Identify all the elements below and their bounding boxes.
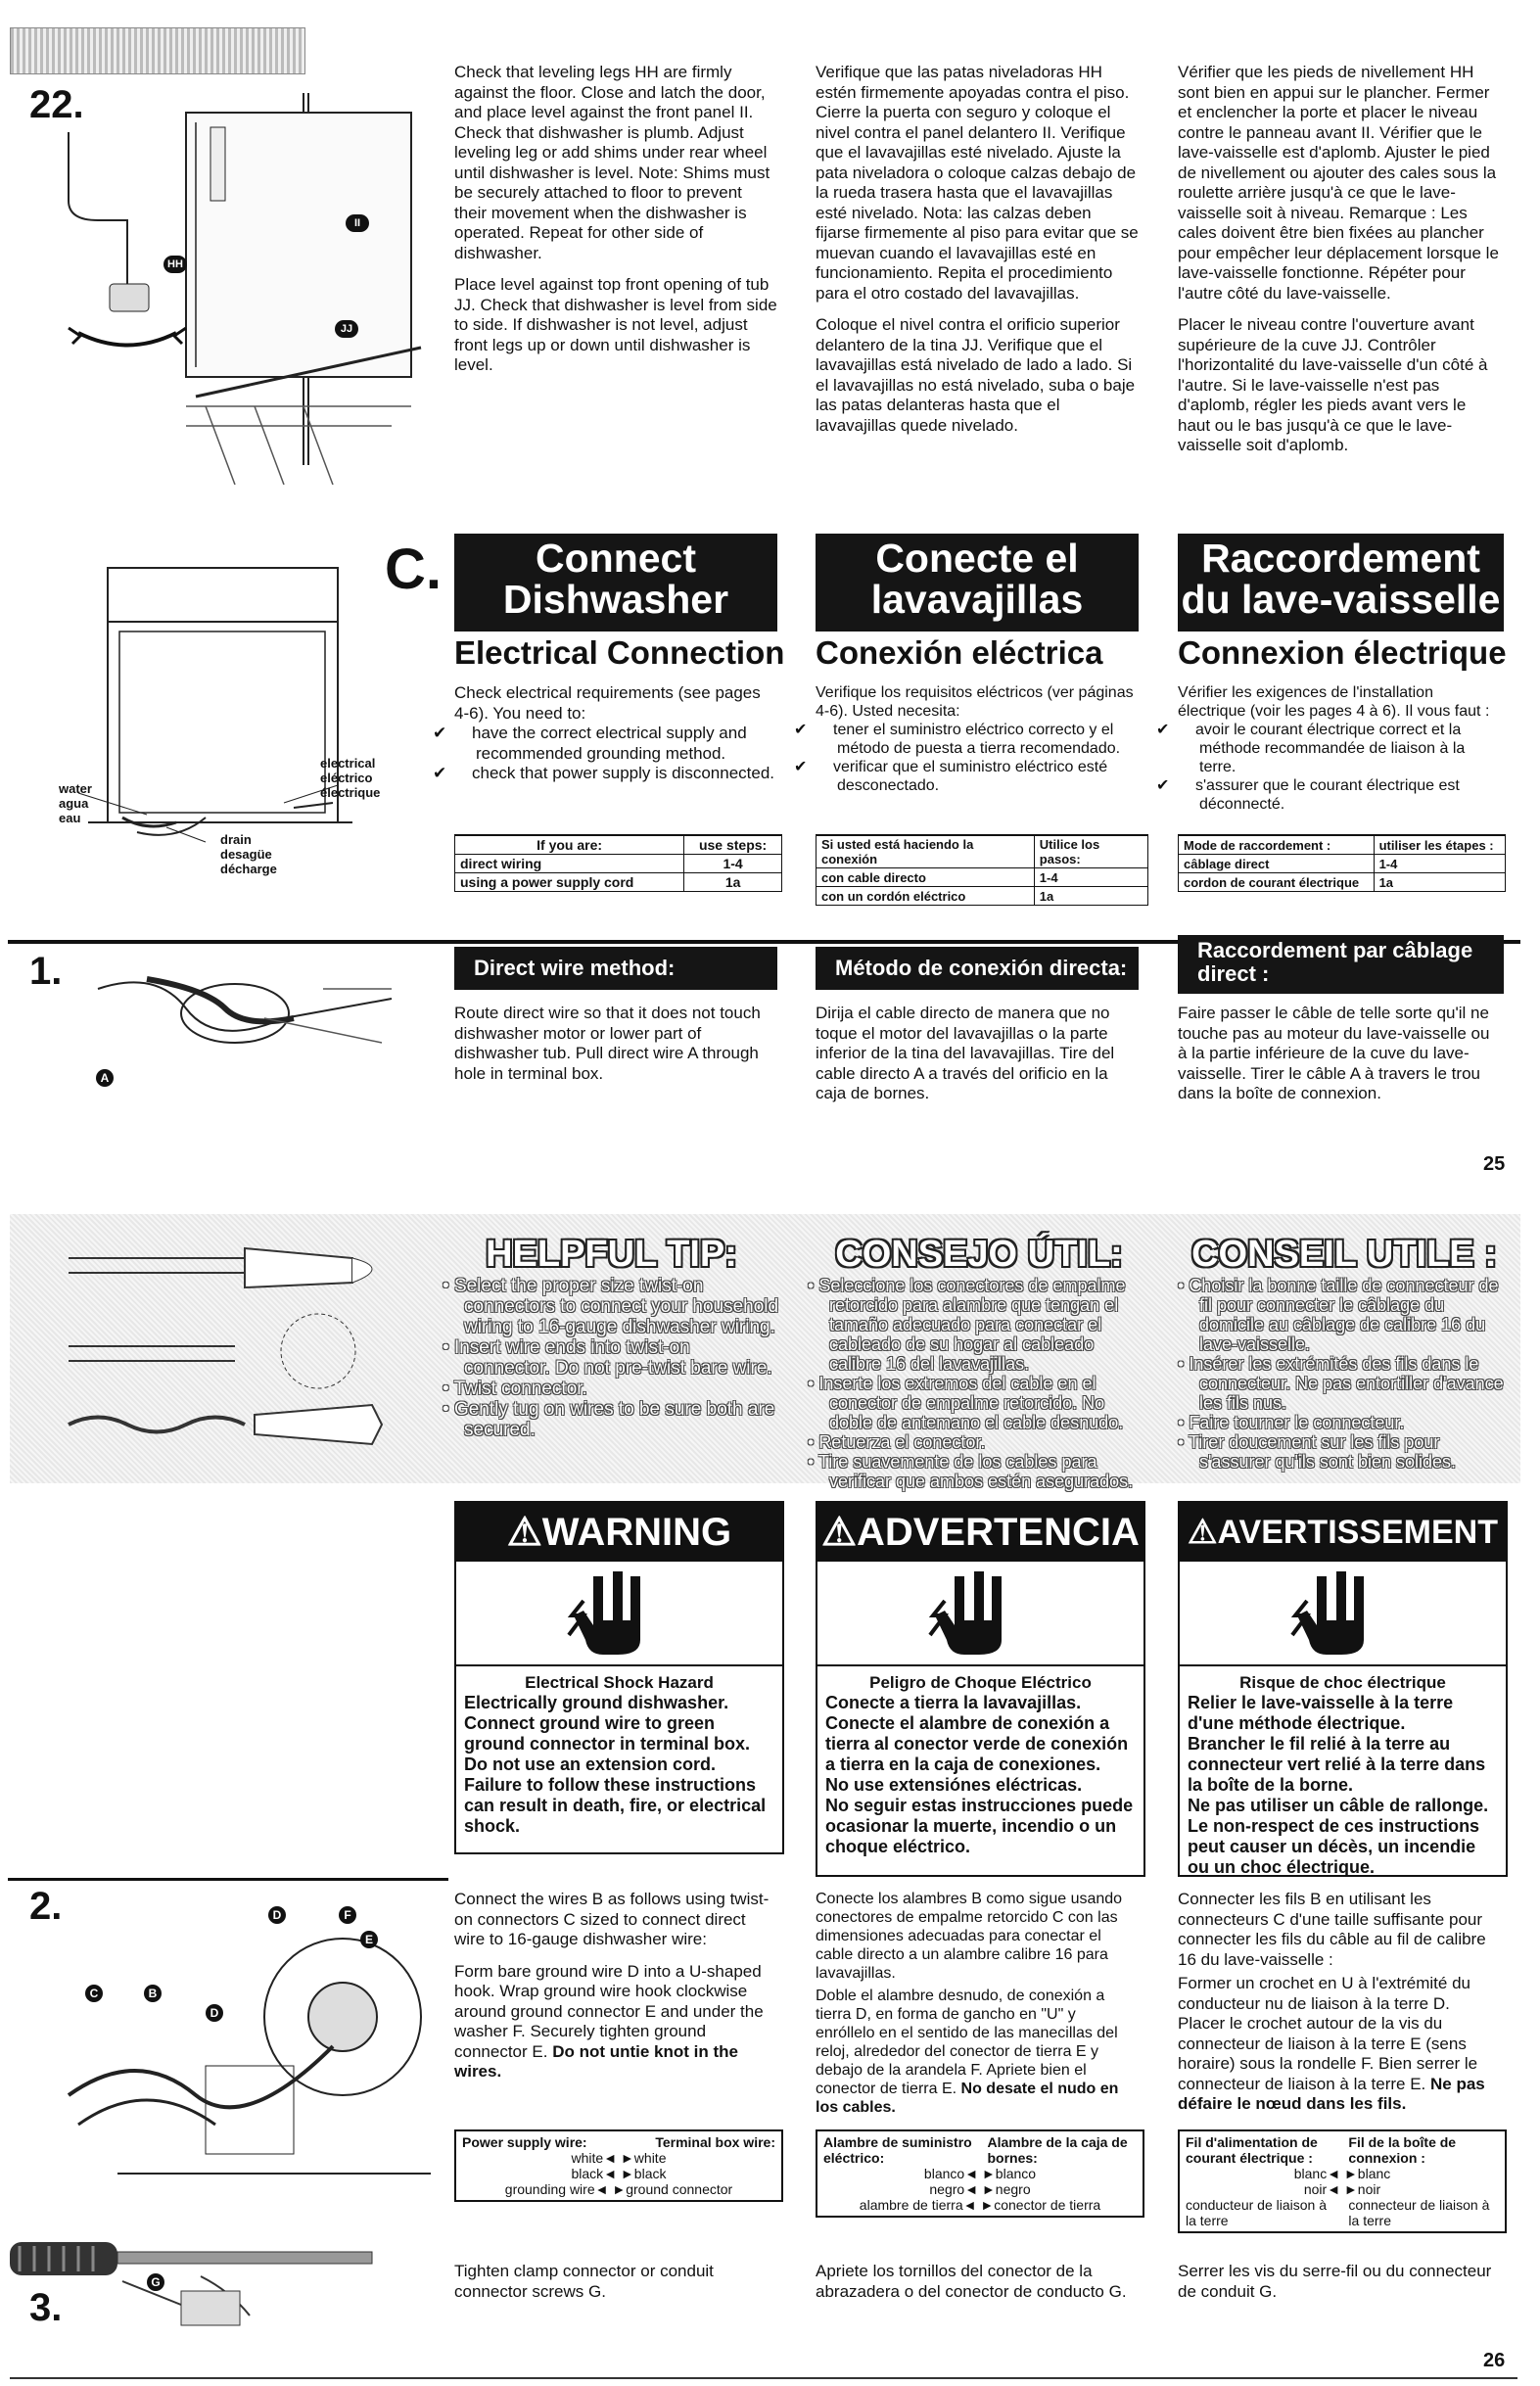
wire-cell: black	[571, 2166, 604, 2181]
check-icon: ✔	[433, 724, 447, 742]
warning-line: Electrically ground dishwasher.	[464, 1693, 729, 1712]
step2-es-bold: No desate el nudo en los cables.	[816, 2081, 1119, 2116]
tip-es	[808, 1234, 1150, 1491]
wire-cell: white	[571, 2150, 604, 2166]
warning-line: Conecte el alambre de conexión a tierra al conector verde de conexión a tierra en la caja de conexiones.	[825, 1713, 1129, 1774]
electric-shock-hand-icon	[817, 1562, 1143, 1660]
wire-cell: black	[633, 2166, 667, 2181]
requirement-text: s'assurer que le courant électrique est déconnecté.	[1195, 777, 1460, 813]
wire-cell: conducteur de liaison à la terre	[1186, 2197, 1327, 2228]
step-3-number: 3.	[29, 2286, 63, 2329]
step3-fr-text: Serrer les vis du serre-fil ou du connecteur de conduit G.	[1178, 2262, 1492, 2301]
step22-en-column	[454, 63, 777, 388]
warning-line: Do not use an extension cord.	[464, 1754, 717, 1774]
warning-line: Le non-respect de ces instructions peut causer un décès, un incendie ou un choc électrique.	[1188, 1816, 1480, 1877]
tip-item: • Seleccione los conectores de empalme retorcido para alambre que tengan el tamaño adecuado para conectar el cableado de su hogar al cableado calibre 16 del lavavajillas.	[808, 1276, 1126, 1374]
requirements-en-intro: Check electrical requirements (see pages 4-6). You need to:	[454, 683, 761, 723]
wire-row: noir◄ ►noir	[1303, 2181, 1381, 2197]
wire-table-header	[1186, 2134, 1499, 2166]
tip-item: • Retuerza el conector.	[808, 1432, 986, 1452]
leveling-illustration	[39, 54, 431, 485]
direct-wire-illustration	[88, 950, 411, 1097]
wire-cell: negro	[995, 2181, 1031, 2197]
wire-row: alambre de tierra◄ ►conector de tierra	[859, 2197, 1101, 2213]
twist-connector-illustration	[59, 1229, 431, 1474]
electrical-connection-es: Conexión eléctrica	[816, 634, 1103, 671]
electric-shock-hand-icon	[456, 1562, 782, 1660]
wire-cell: noir	[1303, 2181, 1328, 2197]
table-header: If you are:	[455, 835, 684, 855]
tip-item: • Faire tourner le connecteur.	[1178, 1413, 1405, 1432]
wire-row: white◄ ►white	[571, 2150, 667, 2166]
step22-es-para2: Coloque el nivel contra el orificio superior delantero de la tina JJ. Verifique que el lavavajillas está nivelado de lado a lado. Si el lavavajillas no está nivelado, suba o baje las patas delanteras hasta que el lavavajillas quede nivelado.	[816, 315, 1136, 435]
check-icon: ✔	[433, 764, 447, 782]
callout-b: B	[144, 1985, 162, 2002]
wire-cell: white	[633, 2150, 667, 2166]
warning-box-en	[454, 1501, 784, 1854]
step2-en-para1: Connect the wires B as follows using twist-on connectors C sized to connect direct wire to 16-gauge dishwasher wire:	[454, 1890, 770, 1948]
wire-row: black◄ ►black	[571, 2166, 667, 2181]
callout-jj: JJ	[335, 320, 358, 338]
table-cell: 1a	[1034, 887, 1147, 906]
check-icon: ✔	[794, 722, 808, 738]
wire-table-header	[462, 2134, 775, 2150]
step3-es-text: Apriete los tornillos del conector de la abrazadera o del conector de conducto G.	[816, 2262, 1127, 2301]
tip-es-heading: CONSEJO ÚTIL:	[835, 1234, 1123, 1275]
tip-text: Tirer doucement sur les fils pour s'assurer qu'ils sont bien solides.	[1188, 1432, 1457, 1472]
tip-text: Choisir la bonne taille de connecteur de fil pour connecter le câblage du domicile au câblage de calibre 16 du lave-vaisselle.	[1189, 1276, 1499, 1354]
tip-item: • Tirer doucement sur les fils pour s'assurer qu'ils sont bien solides.	[1178, 1432, 1457, 1472]
direct-wire-bar-fr: Raccordement par câblage direct :	[1178, 935, 1504, 994]
screwdriver-illustration	[5, 2222, 455, 2340]
label-decharge: décharge	[220, 862, 277, 876]
step-2-number: 2.	[29, 1885, 63, 1928]
table-header: utiliser les étapes :	[1374, 835, 1505, 855]
requirement-item	[1156, 776, 1501, 814]
diagram-label-drain	[220, 832, 277, 876]
warning-triangle-icon: ⚠	[821, 1511, 857, 1554]
wire-table-fr	[1178, 2129, 1507, 2233]
warning-line: No seguir estas instrucciones puede ocasionar la muerte, incendio o un choque eléctrico.	[825, 1796, 1134, 1856]
wire-row	[1186, 2197, 1499, 2228]
wire-row: negro◄ ►negro	[929, 2181, 1031, 2197]
label-eau: eau	[59, 811, 81, 825]
wire-cell: blanc	[1357, 2166, 1391, 2181]
wire-col-header: Alambre de la caja de bornes:	[987, 2134, 1128, 2166]
wire-row: grounding wire◄ ►ground connector	[504, 2181, 733, 2197]
tip-text: Insérer les extrémités des fils dans le connecteur. Ne pas entortiller d'avance les fils nus.	[1189, 1354, 1504, 1413]
section-c-es-header: Conecte el lavavajillas	[816, 534, 1139, 632]
step22-en-para1: Check that leveling legs HH are firmly against the floor. Close and latch the door, and place level against the front panel II. Check that dishwasher is plumb. Adjust leveling leg or add shims under rear wheel until dishwasher is level. Note: Shims must be securely attached to floor to prevent their movement when the dishwasher is operated. Repeat for other side of dishwasher.	[454, 63, 770, 262]
warning-line: Failure to follow these instructions can result in death, fire, or electrical shock.	[464, 1775, 767, 1836]
tip-text: Retuerza el conector.	[818, 1432, 986, 1452]
warning-hazard-title: Risque de choc électrique	[1239, 1673, 1446, 1692]
tip-item: • Gently tug on wires to be sure both are secured.	[443, 1399, 775, 1440]
table-cell: con un cordón eléctrico	[817, 887, 1035, 906]
tip-item: • Insert wire ends into twist-on connector. Do not pre-twist bare wire.	[443, 1337, 772, 1379]
step2-divider	[8, 1878, 448, 1881]
step22-fr-para1: Vérifier que les pieds de nivellement HH sont bien en appui sur le plancher. Fermer et enclencher la porte et placer le niveau contre le panneau avant II. Vérifier que le lave-vaisselle est d'aplomb. Ajuster le pied de nivellement ou ajouter des cales sous la roulette arrière jusqu'à ce que le lave-vaisselle soit à niveau. Remarque : Les cales doivent être bien fixées au plancher pour empêcher leur déplacement lorsque le lave-vaisselle fonctionne. Répéter pour l'autre côté du lave-vaisselle.	[1178, 63, 1499, 303]
tip-item: • Choisir la bonne taille de connecteur de fil pour connecter le câblage du domicile au câblage de calibre 16 du lave-vaisselle.	[1178, 1276, 1499, 1354]
table-header: Si usted está haciendo la conexión	[817, 835, 1035, 868]
warning-triangle-icon: ⚠	[506, 1511, 542, 1554]
tip-en	[443, 1234, 780, 1440]
tip-en-heading: HELPFUL TIP:	[486, 1234, 737, 1275]
requirement-text: have the correct electrical supply and recommended grounding method.	[472, 724, 747, 763]
table-header: Utilice los pasos:	[1034, 835, 1147, 868]
step2-es-para2-text: Doble el alambre desnudo, de conexión a tierra D, en forma de gancho en "U" y enróllelo en el sentido de las manecillas del reloj, alrededor del conector de tierra E y debajo de la arandela F. Apriete bien el conector de tierra E.	[816, 1988, 1118, 2097]
requirements-fr	[1156, 683, 1501, 814]
step2-fr-text	[1178, 1890, 1501, 2115]
step-22-number: 22.	[29, 83, 84, 126]
warning-box-es	[816, 1501, 1145, 1877]
wire-col-header: Alambre de suministro eléctrico:	[823, 2134, 972, 2166]
step2-fr-para2	[1178, 1974, 1501, 2115]
tip-text: Twist connector.	[453, 1379, 587, 1399]
step2-en-bold: Do not untie knot in the wires.	[454, 2041, 738, 2081]
tip-text: Select the proper size twist-on connectors to connect your household wiring to 16-gauge dishwasher wiring.	[453, 1276, 779, 1337]
callout-g: G	[147, 2273, 164, 2291]
table-cell: direct wiring	[455, 855, 684, 873]
step1-en-text: Route direct wire so that it does not touch dishwasher motor or lower part of dishwasher tub. Pull direct wire A through hole in terminal box.	[454, 1004, 761, 1083]
warning-hazard-title: Electrical Shock Hazard	[525, 1673, 714, 1692]
warning-line: Relier le lave-vaisselle à la terre d'une méthode électrique.	[1188, 1693, 1454, 1733]
wire-connection-illustration	[59, 1899, 441, 2193]
wire-cell: blanco	[995, 2166, 1037, 2181]
requirements-fr-intro: Vérifier les exigences de l'installation électrique (voir les pages 4 à 6). Il vous faut :	[1178, 684, 1490, 720]
wire-cell: noir	[1357, 2181, 1381, 2197]
tip-fr	[1178, 1234, 1511, 1472]
check-icon: ✔	[1156, 722, 1170, 738]
label-agua: agua	[59, 796, 89, 811]
step2-en-text	[454, 1890, 777, 2082]
table-cell: 1-4	[684, 855, 782, 873]
table-header: use steps:	[684, 835, 782, 855]
table-cell: 1a	[684, 873, 782, 892]
warning-line: Conecte a tierra la lavavajillas.	[825, 1693, 1082, 1712]
warning-line: No use extensiónes eléctricas.	[825, 1775, 1083, 1795]
step1-es-text: Dirija el cable directo de manera que no toque el motor del lavavajillas o la parte inferior de la tina del lavavajillas. Tire del cable directo A a través del orificio en la caja de bornes.	[816, 1004, 1115, 1102]
electrical-connection-fr: Connexion électrique	[1178, 634, 1507, 671]
table-cell: 1-4	[1374, 855, 1505, 873]
step22-fr-para2: Placer le niveau contre l'ouverture avant supérieure de la cuve JJ. Contrôler l'horizontalité du lave-vaisselle d'un côté à l'autre. Si le lave-vaisselle n'est pas d'aplomb, régler les pieds avant vers le haut ou le bas jusqu'à ce que le lave-vaisselle soit d'aplomb.	[1178, 315, 1488, 454]
wire-cell: blanc	[1293, 2166, 1328, 2181]
callout-ii: II	[346, 214, 369, 232]
wire-table-en	[454, 2129, 783, 2202]
warning-line: Ne pas utiliser un câble de rallonge.	[1188, 1796, 1489, 1815]
table-cell: cordon de courant électrique	[1179, 873, 1375, 892]
warning-header-es	[817, 1503, 1143, 1562]
requirement-text: verificar que el suministro eléctrico esté desconectado.	[833, 759, 1108, 794]
callout-e: E	[360, 1931, 378, 1948]
requirement-text: avoir le courant électrique correct et la méthode recommandée de liaison à la terre.	[1195, 722, 1466, 775]
label-water: water	[59, 781, 92, 796]
check-icon: ✔	[1156, 777, 1170, 794]
page-number-26: 26	[1483, 2350, 1506, 2371]
direct-wire-bar-es: Método de conexión directa:	[816, 947, 1139, 990]
wire-col-header: Fil d'alimentation de courant électrique :	[1186, 2134, 1318, 2166]
wire-row: blanco◄ ►blanco	[923, 2166, 1037, 2181]
step2-en-para2	[454, 1962, 777, 2082]
wire-col-header: Terminal box wire:	[655, 2134, 775, 2150]
wire-cell: alambre de tierra	[859, 2197, 963, 2213]
requirements-en	[433, 683, 777, 784]
table-cell: 1a	[1374, 873, 1505, 892]
step2-fr-para1: Connecter les fils B en utilisant les connecteurs C d'une taille suffisante pour connecter les fils du câble au fil de calibre 16 du lave-vaisselle :	[1178, 1890, 1486, 1969]
requirement-item	[433, 724, 777, 764]
callout-a: A	[96, 1069, 114, 1087]
tip-text: Insert wire ends into twist-on connector. Do not pre-twist bare wire.	[453, 1337, 772, 1379]
warning-header-en	[456, 1503, 782, 1562]
tip-item: • Tire suavemente de los cables para verificar que ambos estén asegurados.	[808, 1452, 1134, 1491]
steps-table-en	[454, 834, 782, 892]
step-1-number: 1.	[29, 950, 63, 993]
table-cell: câblage direct	[1179, 855, 1375, 873]
callout-hh: HH	[163, 256, 187, 273]
label-electrique: électrique	[320, 785, 381, 800]
label-desague: desagüe	[220, 847, 272, 862]
tip-text: Faire tourner le connecteur.	[1189, 1413, 1405, 1432]
label-electrico: eléctrico	[320, 771, 373, 785]
requirement-text: tener el suministro eléctrico correcto y el método de puesta a tierra recomendado.	[833, 722, 1121, 757]
warning-title: ADVERTENCIA	[856, 1511, 1140, 1554]
step22-es-column	[816, 63, 1139, 447]
callout-c: C	[85, 1985, 103, 2002]
requirement-text: check that power supply is disconnected.	[472, 764, 775, 782]
step22-es-para1: Verifique que las patas niveladoras HH estén firmemente apoyadas contra el piso. Cierre la puerta con seguro y coloque el nivel contra el panel delantero II. Verifique que el lavavajillas esté nivelado. Ajuste la pata niveladora o coloque calzas debajo de la rueda trasera hasta que el lavavajillas esté nivelado. Nota: las calzas deben fijarse firmemente al piso para evitar que se muevan cuando el lavavajillas esté en funcionamiento. Repita el procedimiento para el otro costado del lavavajillas.	[816, 63, 1139, 303]
requirements-es-intro: Verifique los requisitos eléctricos (ver páginas 4-6). Usted necesita:	[816, 684, 1134, 720]
wire-table-header	[823, 2134, 1137, 2166]
direct-wire-bar-en: Direct wire method:	[454, 947, 777, 990]
requirement-item	[1156, 721, 1501, 776]
wire-cell: blanco	[923, 2166, 965, 2181]
step22-en-para2: Place level against top front opening of tub JJ. Check that dishwasher is level from side to side. If dishwasher is not level, adjust front legs up or down until dishwasher is level.	[454, 275, 777, 374]
table-cell: 1-4	[1034, 868, 1147, 887]
section-c-fr-header: Raccordement du lave-vaisselle	[1178, 534, 1504, 632]
wire-cell: negro	[929, 2181, 965, 2197]
tip-fr-heading: CONSEIL UTILE :	[1191, 1234, 1497, 1275]
diagram-label-water	[59, 781, 92, 825]
callout-d: D	[268, 1906, 286, 1924]
diagram-label-electrical	[320, 756, 380, 800]
warning-hazard-title: Peligro de Choque Eléctrico	[869, 1673, 1092, 1692]
step2-es-para1: Conecte los alambres B como sigue usando conectores de empalme retorcido C con las dimensiones adecuadas para conectar el cable directo a un alambre calibre 16 para lavavajillas.	[816, 1891, 1123, 1982]
step1-fr-text: Faire passer le câble de telle sorte qu'il ne touche pas au moteur du lave-vaisselle ou à la partie inférieure de la cuve du lave-vaisselle. Tirer le câble A à travers le trou dans la boîte de connexion.	[1178, 1004, 1490, 1102]
section-c-en-header: Connect Dishwasher	[454, 534, 777, 632]
wire-col-header: Power supply wire:	[462, 2134, 587, 2150]
wire-col-header: Fil de la boîte de connexion :	[1348, 2134, 1457, 2166]
warning-body-en	[456, 1664, 782, 1843]
step3-en-text: Tighten clamp connector or conduit connector screws G.	[454, 2262, 714, 2301]
tip-text: Gently tug on wires to be sure both are secured.	[453, 1399, 775, 1440]
tip-item: • Insérer les extrémités des fils dans le connecteur. Ne pas entortiller d'avance les fils nus.	[1178, 1354, 1504, 1413]
dishwasher-front-diagram	[59, 558, 372, 862]
tip-text: Inserte los extremos del cable en el conector de empalme retorcido. No doble de antemano el cable desnudo.	[818, 1374, 1124, 1432]
steps-table-fr	[1178, 834, 1506, 892]
requirement-item	[433, 764, 777, 784]
warning-title: WARNING	[541, 1511, 732, 1554]
tip-text: Seleccione los conectores de empalme retorcido para alambre que tengan el tamaño adecuado para conectar el cableado de su hogar al cableado calibre 16 del lavavajillas.	[818, 1276, 1126, 1374]
wire-row: blanc◄ ►blanc	[1293, 2166, 1391, 2181]
section-c-letter: C.	[385, 538, 442, 601]
check-icon: ✔	[794, 759, 808, 775]
wire-cell: conector de tierra	[994, 2197, 1101, 2213]
step2-es-text	[816, 1890, 1139, 2117]
step22-fr-column	[1178, 63, 1501, 468]
electric-shock-hand-icon	[1180, 1562, 1506, 1660]
warning-body-fr	[1180, 1664, 1506, 1884]
table-cell: using a power supply cord	[455, 873, 684, 892]
callout-f: F	[339, 1906, 356, 1924]
wire-cell: ground connector	[626, 2181, 733, 2197]
table-header: Mode de raccordement :	[1179, 835, 1375, 855]
warning-body-es	[817, 1664, 1143, 1863]
warning-header-fr	[1180, 1503, 1506, 1562]
callout-d-lower: D	[206, 2004, 223, 2022]
wire-cell: grounding wire	[504, 2181, 595, 2197]
warning-line: Connect ground wire to green ground connector in terminal box.	[464, 1713, 751, 1754]
tip-item: • Select the proper size twist-on connectors to connect your household wiring to 16-gauge dishwasher wiring.	[443, 1276, 779, 1337]
requirement-item	[794, 721, 1139, 758]
warning-triangle-icon: ⚠	[1188, 1514, 1218, 1551]
requirement-item	[794, 758, 1139, 795]
tip-item: • Inserte los extremos del cable en el conector de empalme retorcido. No doble de antemano el cable desnudo.	[808, 1374, 1124, 1432]
tip-text: Tire suavemente de los cables para verificar que ambos estén asegurados.	[817, 1452, 1134, 1491]
electrical-connection-en: Electrical Connection	[454, 634, 785, 671]
requirements-es	[794, 683, 1139, 795]
label-drain: drain	[220, 832, 252, 847]
page-number-25: 25	[1483, 1153, 1506, 1175]
step2-fr-bold: Ne pas défaire le nœud dans les fils.	[1178, 2074, 1485, 2113]
label-electrical: electrical	[320, 756, 376, 771]
step2-fr-para2-text: Former un crochet en U à l'extrémité du conducteur nu de liaison à la terre D. Placer le crochet autour de la vis du connecteur de liaison à la terre E (sens horaire) sous la rondelle F. Bien serrer le connecteur de liaison à la terre E.	[1178, 1974, 1478, 2093]
step2-es-para2	[816, 1987, 1139, 2117]
warning-title: AVERTISSEMENT	[1217, 1514, 1498, 1551]
wire-cell: connecteur de liaison à la terre	[1348, 2197, 1490, 2228]
wire-table-es	[816, 2129, 1144, 2218]
bottom-rule	[10, 2377, 1517, 2379]
tip-item: • Twist connector.	[443, 1379, 587, 1399]
warning-box-fr	[1178, 1501, 1508, 1877]
step2-en-para2-text: Form bare ground wire D into a U-shaped hook. Wrap ground wire hook clockwise around ground connector E and under the washer F. Securely tighten ground connector E.	[454, 1961, 764, 2061]
steps-table-es	[816, 834, 1148, 906]
table-cell: con cable directo	[817, 868, 1035, 887]
warning-line: Brancher le fil relié à la terre au connecteur vert relié à la terre dans la boîte de la borne.	[1188, 1734, 1486, 1795]
